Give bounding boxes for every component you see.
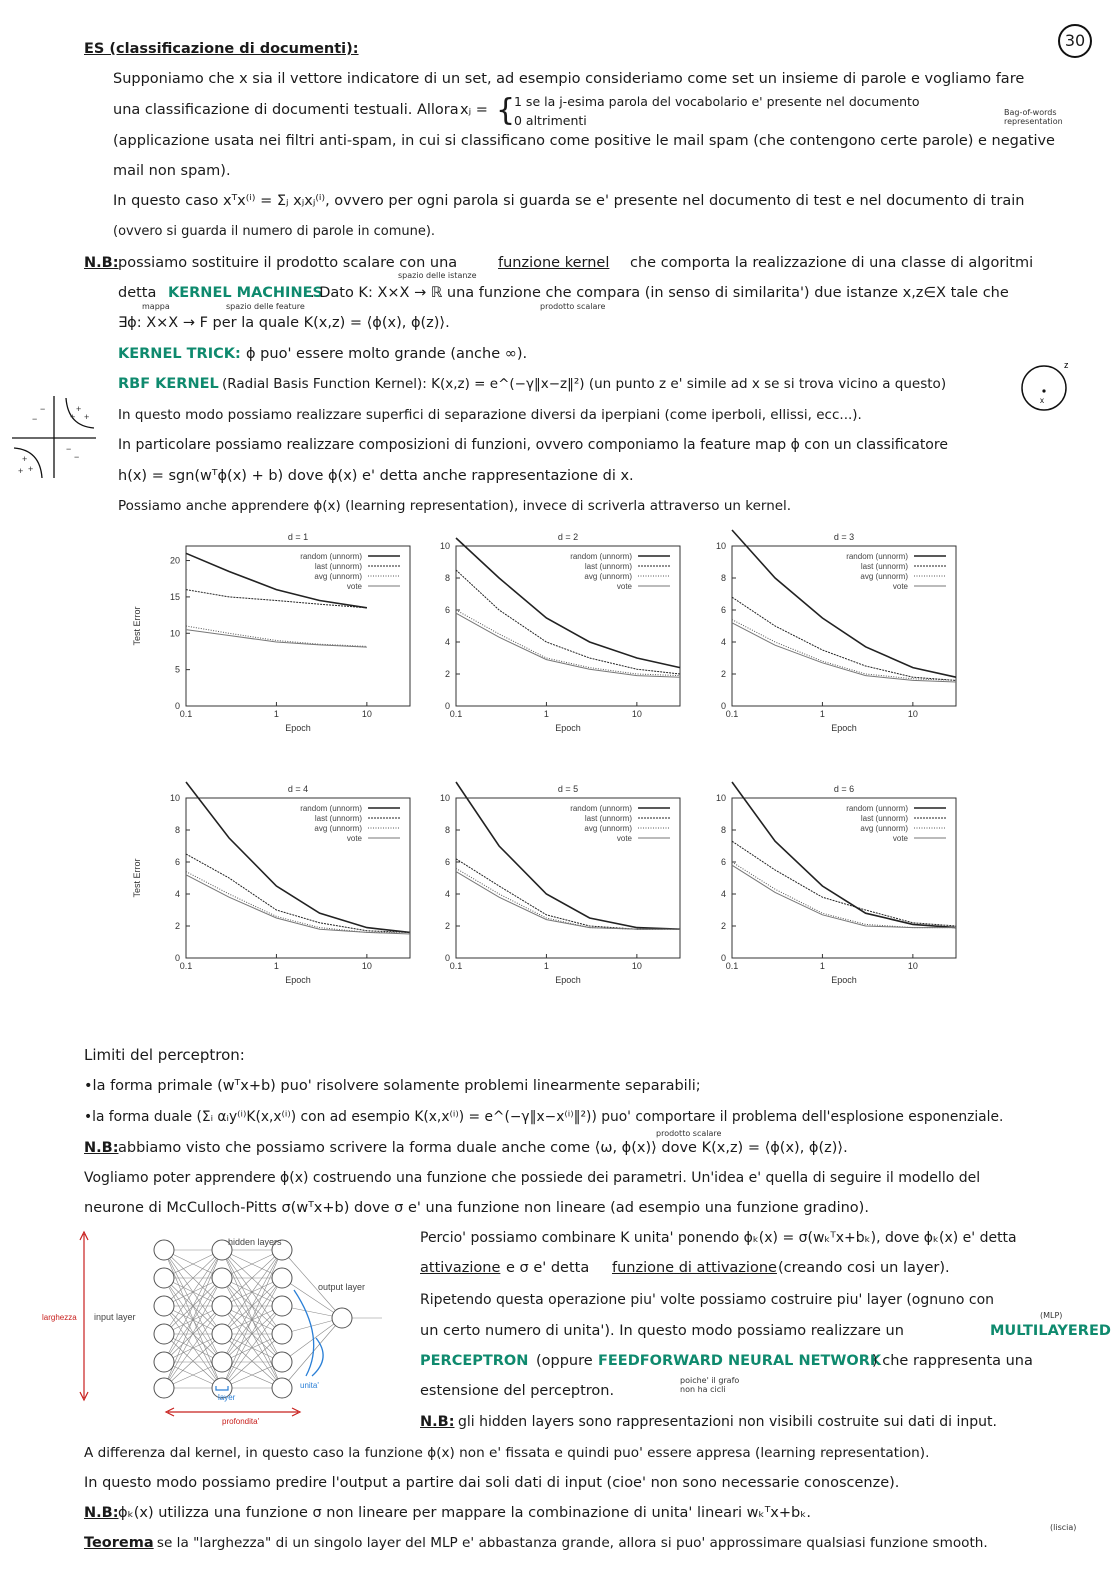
chart-4 [130, 780, 420, 998]
legend-label: vote [616, 582, 632, 591]
svg-text:+: + [84, 412, 90, 422]
svg-text:+: + [18, 466, 24, 476]
nn-node [272, 1378, 292, 1398]
kernel-trick-text: ϕ puo' essere molto grande (anche ∞). [246, 346, 528, 362]
kernel-h-def: h(x) = sgn(wᵀϕ(x) + b) dove ϕ(x) e' detta anche rappresentazione di x. [118, 468, 634, 484]
x-tick-label: 1 [819, 961, 825, 971]
chart-2 [400, 528, 690, 746]
kernel-nb-label: N.B: [84, 255, 119, 271]
larghezza-label: larghezza [42, 1313, 77, 1322]
funzione-di-attivazione: funzione di attivazione [612, 1260, 777, 1276]
y-tick-label: 6 [720, 605, 726, 615]
y-tick-label: 6 [720, 857, 726, 867]
es-case-0: 0 altrimenti [514, 113, 587, 128]
x-tick-label: 0.1 [725, 961, 739, 971]
y-tick-label: 2 [720, 669, 726, 679]
kernel-line-2c: . Dato K: X×X → ℝ una funzione che compara (in senso di similarita') due istanze x,z∈X tale che [310, 285, 1009, 301]
legend-label: last (unnorm) [860, 814, 908, 823]
y-tick-label: 0 [720, 701, 726, 711]
kernel-learn: Possiamo anche apprendere ϕ(x) (learning representation), invece di scriverla attraverso un kernel. [118, 498, 792, 514]
y-tick-label: 10 [169, 793, 180, 803]
limiti-line-2: neurone di McCulloch-Pitts σ(wᵀx+b) dove σ e' una funzione non lineare (ad esempio una funzione gradino). [84, 1200, 869, 1216]
kernel-composizione: In particolare possiamo realizzare composizioni di funzioni, ovvero componiamo la feature map ϕ con un classificatore [118, 437, 948, 453]
legend-label: avg (unnorm) [314, 572, 362, 581]
mlp-line-6: estensione del perceptron. [420, 1383, 615, 1399]
legend-label: vote [346, 834, 362, 843]
x-axis-label: Epoch [831, 975, 857, 985]
es-case-1: 1 se la j-esima parola del vocabolario e' presente nel documento [514, 94, 920, 109]
mlp-nb1-label: N.B: [420, 1414, 455, 1430]
nn-node [154, 1296, 174, 1316]
y-tick-label: 10 [439, 793, 450, 803]
legend-label: vote [346, 582, 362, 591]
svg-text:+: + [70, 412, 76, 422]
perceptron: PERCEPTRON [420, 1353, 529, 1369]
x-tick-label: 10 [631, 709, 642, 719]
ann-grafo: poiche' il grafo non ha cicli [680, 1376, 740, 1394]
layer-label: layer [218, 1393, 236, 1402]
funzione-kernel: funzione kernel [498, 255, 610, 271]
x-tick-label: 1 [543, 961, 549, 971]
y-tick-label: 8 [444, 825, 450, 835]
series-line-3 [456, 610, 680, 676]
mlp-line-2d: (creando cosi un layer). [778, 1260, 950, 1276]
profondita-label: profondita' [222, 1417, 260, 1426]
svg-text:−: − [66, 444, 72, 454]
mlp-line-1: Percio' possiamo combinare K unita' ponendo ϕₖ(x) = σ(wₖᵀx+bₖ), dove ϕₖ(x) e' detta [420, 1230, 1017, 1246]
y-tick-label: 6 [174, 857, 180, 867]
series-line-3 [456, 868, 680, 929]
limiti-line-1: Vogliamo poter apprendere ϕ(x) costruendo una funzione che possiede dei parametri. Un'idea e' quella di seguire il modello del [84, 1170, 981, 1186]
series-line-4 [186, 875, 410, 934]
svg-text:+: + [76, 404, 82, 414]
rbf-circle-sketch [1018, 358, 1074, 414]
mlp-line-5b: (oppure [536, 1353, 593, 1369]
y-tick-label: 2 [444, 669, 450, 679]
nn-node [212, 1324, 232, 1344]
y-axis-label: Test Error [132, 858, 142, 898]
series-line-1 [732, 530, 956, 677]
svg-text:+: + [22, 454, 28, 464]
circle-label-x: x [1040, 396, 1044, 405]
nn-node [272, 1324, 292, 1344]
ann-liscia: (liscia) [1050, 1523, 1077, 1532]
legend-label: avg (unnorm) [314, 824, 362, 833]
series-line-1 [732, 782, 956, 928]
y-tick-label: 6 [444, 605, 450, 615]
unita-label: unita' [300, 1381, 319, 1390]
kernel-line-1c: che comporta la realizzazione di una classe di algoritmi [630, 255, 1034, 271]
chart-title: d = 6 [833, 784, 855, 794]
x-tick-label: 10 [907, 961, 918, 971]
mlp-final-2: In questo modo possiamo predire l'output a partire dai soli dati di input (cioe' non sono necessarie conoscenze). [84, 1475, 900, 1491]
x-tick-label: 10 [361, 961, 372, 971]
series-line-3 [732, 620, 956, 681]
ann-mappa: mappa [142, 302, 170, 311]
legend-label: last (unnorm) [584, 562, 632, 571]
x-tick-label: 0.1 [449, 961, 463, 971]
legend-label: last (unnorm) [314, 562, 362, 571]
x-tick-label: 10 [907, 709, 918, 719]
chart-1 [130, 528, 420, 746]
es-line-5: In questo caso xᵀx⁽ⁱ⁾ = Σⱼ xⱼxⱼ⁽ⁱ⁾, ovvero per ogni parola si guarda se e' presente nel documento di test e nel documento di train [113, 193, 1025, 209]
x-tick-label: 1 [273, 961, 279, 971]
feedforward-neural-network: FEEDFORWARD NEURAL NETWORK [598, 1353, 882, 1369]
legend-label: last (unnorm) [860, 562, 908, 571]
legend-label: avg (unnorm) [584, 824, 632, 833]
legend-label: vote [892, 582, 908, 591]
x-axis-label: Epoch [831, 723, 857, 733]
chart-3 [676, 528, 966, 746]
kernel-machines: KERNEL MACHINES [168, 285, 323, 301]
ann-prodotto-scalare-2: prodotto scalare [656, 1129, 722, 1138]
series-line-2 [732, 841, 956, 926]
series-line-1 [186, 782, 410, 932]
es-eq-lhs: xⱼ = [460, 102, 488, 118]
y-tick-label: 2 [444, 921, 450, 931]
nn-node [154, 1378, 174, 1398]
legend-label: random (unnorm) [300, 552, 362, 561]
x-tick-label: 10 [361, 709, 372, 719]
nn-node [154, 1240, 174, 1260]
limiti-nb-label: N.B: [84, 1140, 119, 1156]
svg-text:−: − [74, 452, 80, 462]
nn-node [272, 1296, 292, 1316]
series-line-3 [732, 862, 956, 928]
mlp-final-1: A differenza dal kernel, in questo caso la funzione ϕ(x) non e' fissata e quindi puo' essere appresa (learning representation). [84, 1445, 930, 1461]
y-tick-label: 4 [444, 637, 450, 647]
legend-label: last (unnorm) [314, 814, 362, 823]
mlp-line-2b: e σ e' detta [506, 1260, 590, 1276]
series-line-4 [732, 865, 956, 927]
chart-frame [456, 798, 680, 958]
nn-node [154, 1324, 174, 1344]
y-tick-label: 8 [720, 573, 726, 583]
mlp-line-4a: un certo numero di unita'). In questo modo possiamo realizzare un [420, 1323, 904, 1339]
hidden-layers-label: hidden layers [228, 1237, 282, 1247]
y-tick-label: 0 [444, 701, 450, 711]
mlp-nb2-label: N.B: [84, 1505, 119, 1521]
series-line-2 [186, 854, 410, 932]
es-line-1: Supponiamo che x sia il vettore indicatore di un set, ad esempio consideriamo come set un insieme di parole e vogliamo fare [113, 71, 1025, 87]
y-tick-label: 4 [174, 889, 180, 899]
x-axis-label: Epoch [555, 975, 581, 985]
circle-label-z: z [1064, 360, 1069, 370]
y-tick-label: 0 [444, 953, 450, 963]
series-line-1 [456, 538, 680, 668]
svg-text:−: − [32, 414, 38, 424]
rbf-kernel-label: RBF KERNEL [118, 376, 219, 392]
bag-of-words-note: Bag-of-words representation [1004, 108, 1063, 126]
x-tick-label: 0.1 [725, 709, 739, 719]
y-tick-label: 8 [444, 573, 450, 583]
brace: { [496, 93, 516, 128]
y-tick-label: 0 [174, 701, 180, 711]
kernel-line-3: ∃ϕ: X×X → F per la quale K(x,z) = ⟨ϕ(x), ϕ(z)⟩. [118, 315, 450, 331]
y-tick-label: 0 [174, 953, 180, 963]
nn-node [212, 1352, 232, 1372]
es-title: ES (classificazione di documenti): [84, 41, 359, 57]
teorema-label: Teorema [84, 1535, 154, 1551]
ann-spazio-feature: spazio delle feature [226, 302, 305, 311]
ann-spazio-istanze: spazio delle istanze [398, 271, 477, 280]
chart-frame [732, 798, 956, 958]
x-tick-label: 10 [631, 961, 642, 971]
legend-label: avg (unnorm) [860, 572, 908, 581]
limiti-title: Limiti del perceptron: [84, 1046, 245, 1064]
legend-label: vote [892, 834, 908, 843]
nn-node [272, 1352, 292, 1372]
y-axis-label: Test Error [132, 606, 142, 646]
x-axis-label: Epoch [555, 723, 581, 733]
chart-title: d = 2 [557, 532, 579, 542]
legend-label: avg (unnorm) [860, 824, 908, 833]
mlp-nb2: ϕₖ(x) utilizza una funzione σ non lineare per mappare la combinazione di unita' lineari wₖᵀx+bₖ. [118, 1505, 811, 1521]
nn-node [212, 1296, 232, 1316]
nn-output-node [332, 1308, 352, 1328]
es-line-2: una classificazione di documenti testuali. Allora [113, 102, 459, 118]
x-tick-label: 0.1 [449, 709, 463, 719]
hyperbola-sketch [10, 394, 98, 480]
y-tick-label: 8 [174, 825, 180, 835]
kernel-line-1a: possiamo sostituire il prodotto scalare con una [118, 255, 458, 271]
nn-node [212, 1268, 232, 1288]
output-layer-label: output layer [318, 1282, 366, 1292]
series-line-3 [186, 626, 367, 646]
y-tick-label: 6 [444, 857, 450, 867]
limiti-nb-text: abbiamo visto che possiamo scrivere la forma duale anche come ⟨ω, ϕ(x)⟩ dove K(x,z) = ⟨ϕ(x), ϕ(z)⟩. [118, 1140, 848, 1156]
chart-6 [676, 780, 966, 998]
multilayered: MULTILAYERED [990, 1323, 1111, 1339]
y-tick-label: 0 [720, 953, 726, 963]
limiti-bullet-1: •la forma primale (wᵀx+b) puo' risolvere solamente problemi linearmente separabili; [84, 1078, 701, 1094]
kernel-separazione: In questo modo possiamo realizzare superfici di separazione diversi da iperpiani (come iperboli, ellissi, ecc...). [118, 407, 862, 423]
chart-title: d = 5 [557, 784, 579, 794]
legend-label: last (unnorm) [584, 814, 632, 823]
y-tick-label: 10 [715, 541, 726, 551]
legend-label: random (unnorm) [570, 804, 632, 813]
ann-mlp: (MLP) [1040, 1311, 1063, 1320]
legend-label: random (unnorm) [570, 552, 632, 561]
legend-label: random (unnorm) [300, 804, 362, 813]
y-tick-label: 20 [169, 555, 180, 566]
series-line-4 [186, 630, 367, 648]
series-line-2 [456, 859, 680, 929]
svg-text:−: − [40, 404, 46, 414]
chart-5 [400, 780, 690, 998]
y-tick-label: 10 [715, 793, 726, 803]
x-axis-label: Epoch [285, 723, 311, 733]
limiti-bullet-2: •la forma duale (Σᵢ αᵢy⁽ⁱ⁾K(x,x⁽ⁱ⁾) con ad esempio K(x,x⁽ⁱ⁾) = e^(−γ‖x−x⁽ⁱ⁾‖²)) puo' comportare il problema dell'esplosione esponenziale. [84, 1109, 1004, 1125]
chart-frame [732, 546, 956, 706]
series-line-1 [456, 782, 680, 929]
es-line-4: mail non spam). [113, 163, 231, 179]
chart-title: d = 1 [287, 532, 309, 542]
kernel-trick-label: KERNEL TRICK: [118, 346, 241, 362]
mlp-line-3: Ripetendo questa operazione piu' volte possiamo costruire piu' layer (ognuno con [420, 1292, 995, 1308]
es-line-3: (applicazione usata nei filtri anti-spam, in cui si classificano come positive le mail spam (che contengono certe parole) e negative [113, 133, 1055, 149]
y-tick-label: 8 [720, 825, 726, 835]
x-axis-label: Epoch [285, 975, 311, 985]
x-tick-label: 1 [273, 709, 279, 719]
nn-node [154, 1268, 174, 1288]
chart-frame [186, 546, 410, 706]
y-tick-label: 4 [720, 889, 726, 899]
y-tick-label: 5 [174, 664, 180, 675]
nn-node [272, 1268, 292, 1288]
series-line-2 [186, 590, 367, 608]
y-tick-label: 15 [169, 591, 180, 602]
legend-label: random (unnorm) [846, 552, 908, 561]
x-tick-label: 0.1 [179, 961, 193, 971]
mlp-line-5d: ) che rappresenta una [872, 1353, 1033, 1369]
y-tick-label: 10 [439, 541, 450, 551]
nn-edge [282, 1318, 342, 1362]
y-tick-label: 10 [169, 628, 180, 639]
x-tick-label: 1 [819, 709, 825, 719]
rbf-kernel-text: (Radial Basis Function Kernel): K(x,z) = e^(−γ‖x−z‖²) (un punto z e' simile ad x se si trova vicino a questo) [222, 376, 947, 392]
attivazione: attivazione [420, 1260, 501, 1276]
nn-node [154, 1352, 174, 1372]
legend-label: random (unnorm) [846, 804, 908, 813]
chart-title: d = 3 [833, 532, 855, 542]
legend-label: avg (unnorm) [584, 572, 632, 581]
input-layer-label: input layer [94, 1312, 136, 1322]
x-tick-label: 1 [543, 709, 549, 719]
series-line-2 [732, 597, 956, 680]
legend-label: vote [616, 834, 632, 843]
es-line-6: (ovvero si guarda il numero di parole in comune). [113, 224, 436, 239]
page-number: 30 [1058, 24, 1092, 58]
mlp-nb1: gli hidden layers sono rappresentazioni non visibili costruite sui dati di input. [458, 1414, 997, 1430]
y-tick-label: 4 [444, 889, 450, 899]
ann-prodotto-scalare: prodotto scalare [540, 302, 606, 311]
series-line-4 [456, 613, 680, 677]
chart-title: d = 4 [287, 784, 309, 794]
y-tick-label: 2 [174, 921, 180, 931]
teorema-text: : se la "larghezza" di un singolo layer del MLP e' abbastanza grande, allora si puo' approssimare qualsiasi funzione smooth. [148, 1535, 988, 1551]
mlp-diagram [36, 1228, 416, 1428]
y-tick-label: 4 [720, 637, 726, 647]
y-tick-label: 2 [720, 921, 726, 931]
svg-text:+: + [28, 464, 34, 474]
kernel-line-2a: detta [118, 285, 157, 301]
chart-frame [186, 798, 410, 958]
x-tick-label: 0.1 [179, 709, 193, 719]
